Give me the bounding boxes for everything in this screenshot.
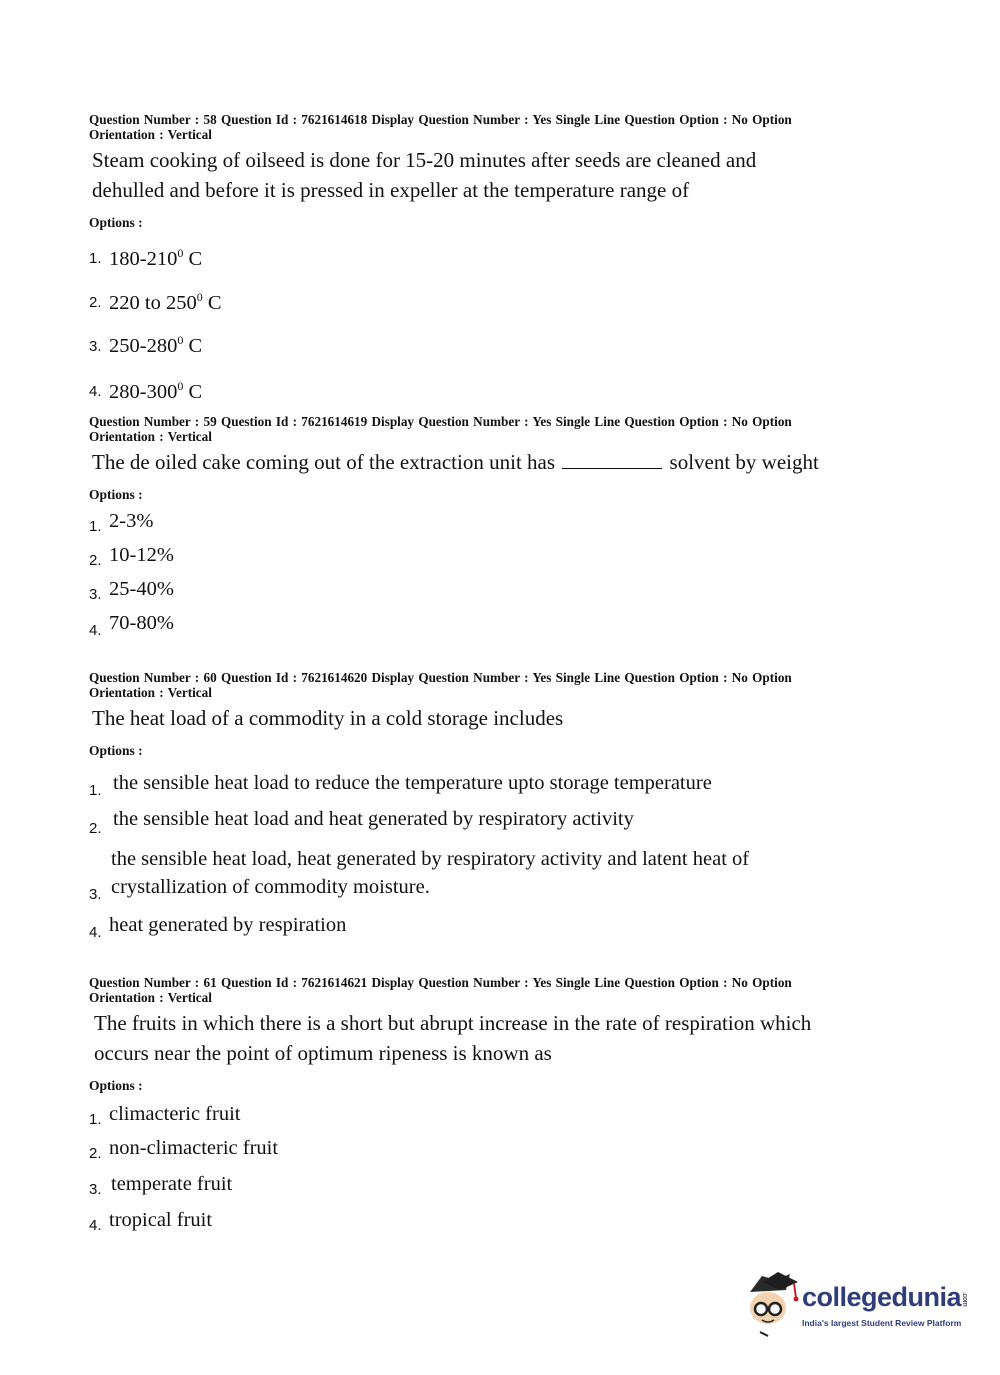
option-2[interactable] [89,283,869,317]
option-number: 2. [89,293,102,311]
superscript: 0 [177,333,184,348]
brand-text: collegedunia [802,1282,962,1312]
question-61 [89,975,869,1234]
option-text-line: the sensible heat load, heat generated by respiratory activity and latent heat of [111,848,750,870]
option-text: the sensible heat load to reduce the temperature upto storage temperature [113,772,712,794]
question-meta [89,670,869,700]
option-number: 3. [89,886,102,903]
question-meta [89,112,869,142]
option-4[interactable] [89,372,869,406]
brand-name [802,1282,968,1313]
stem-line: dehulled and before it is pressed in expeller at the temperature range of [92,178,690,202]
stem-line: occurs near the point of optimum ripeness is known as [94,1041,552,1065]
question-meta [89,414,869,444]
option-text: 70-80% [109,612,174,634]
meta-line: Question Number : 58 Question Id : 7621614618 Display Question Number : Yes Single Line Question Option : No Option [89,112,792,127]
option-1[interactable] [89,507,869,535]
option-1[interactable] [89,1100,869,1128]
option-1[interactable] [89,769,869,797]
options-label: Options : [89,215,143,230]
brand-tagline: India's largest Student Review Platform [802,1318,962,1328]
meta-line: Question Number : 60 Question Id : 7621614620 Display Question Number : Yes Single Line Question Option : No Option [89,670,792,685]
option-3[interactable] [89,845,869,901]
option-number: 3. [89,337,102,355]
option-text: 10-12% [109,544,174,566]
option-number: 4. [89,383,102,401]
superscript: 0 [196,289,203,304]
meta-line: Orientation : Vertical [89,990,212,1005]
stem-line: Steam cooking of oilseed is done for 15-20 minutes after seeds are cleaned and [92,148,757,172]
meta-line: Question Number : 61 Question Id : 7621614621 Display Question Number : Yes Single Line Question Option : No Option [89,975,792,990]
option-2[interactable] [89,805,869,837]
stem-line: The heat load of a commodity in a cold storage includes [92,706,564,730]
question-stem [89,447,869,477]
question-59 [89,414,869,637]
option-text: 250-280 [109,335,178,358]
option-3[interactable] [89,327,869,361]
question-stem [89,703,869,733]
option-number: 3. [89,1181,102,1198]
option-unit: C [202,291,222,314]
option-2[interactable] [89,1134,869,1162]
option-text-line: crystallization of commodity moisture. [111,876,430,898]
option-text: 220 to 250 [109,291,197,314]
option-text: non-climacteric fruit [109,1137,279,1159]
option-text: 25-40% [109,578,174,600]
option-number: 4. [89,1217,102,1234]
option-text: heat generated by respiration [109,914,347,936]
options-label: Options : [89,1078,143,1093]
stem-text: solvent by weight [669,450,819,474]
stem-line: The fruits in which there is a short but abrupt increase in the rate of respiration which [94,1011,812,1035]
option-text: 180-210 [109,247,178,270]
superscript: 0 [177,379,184,394]
option-text: tropical fruit [109,1209,213,1231]
option-number: 2. [89,820,102,837]
option-number: 1. [89,1111,102,1128]
option-1[interactable] [89,239,869,273]
option-unit: C [183,247,203,270]
meta-line: Orientation : Vertical [89,685,212,700]
option-text [89,845,869,901]
options-label: Options : [89,487,143,502]
question-stem [89,1008,869,1068]
meta-line: Question Number : 59 Question Id : 7621614619 Display Question Number : Yes Single Line Question Option : No Option [89,414,792,429]
collegedunia-logo [742,1270,972,1340]
option-text: 2-3% [109,510,154,532]
options-label: Options : [89,743,143,758]
option-2[interactable] [89,541,869,569]
question-stem [89,145,869,205]
superscript: 0 [177,246,184,260]
question-58 [89,112,869,406]
option-number: 2. [89,552,102,569]
option-3[interactable] [89,575,869,603]
option-number: 4. [89,924,102,941]
option-text: climacteric fruit [109,1103,241,1125]
option-number: 1. [89,518,102,535]
meta-line: Orientation : Vertical [89,127,212,142]
meta-line: Orientation : Vertical [89,429,212,444]
fill-in-blank [562,450,662,469]
stem-text: The de oiled cake coming out of the extraction unit has [92,450,556,474]
brand-domain: .com [961,1291,969,1306]
option-text: the sensible heat load and heat generated by respiratory activity [113,808,634,830]
option-number: 1. [89,782,102,799]
option-4[interactable] [89,911,869,939]
option-unit: C [183,381,203,404]
option-4[interactable] [89,609,869,637]
option-number: 2. [89,1145,102,1162]
question-meta [89,975,869,1005]
option-3[interactable] [89,1170,869,1198]
question-60 [89,670,869,939]
option-unit: C [183,335,203,358]
option-number: 4. [89,622,102,639]
option-number: 1. [89,250,102,267]
option-text: temperate fruit [111,1173,233,1195]
option-4[interactable] [89,1206,869,1234]
option-number: 3. [89,586,102,603]
option-text: 280-300 [109,381,178,404]
mascot-icon [742,1270,802,1340]
